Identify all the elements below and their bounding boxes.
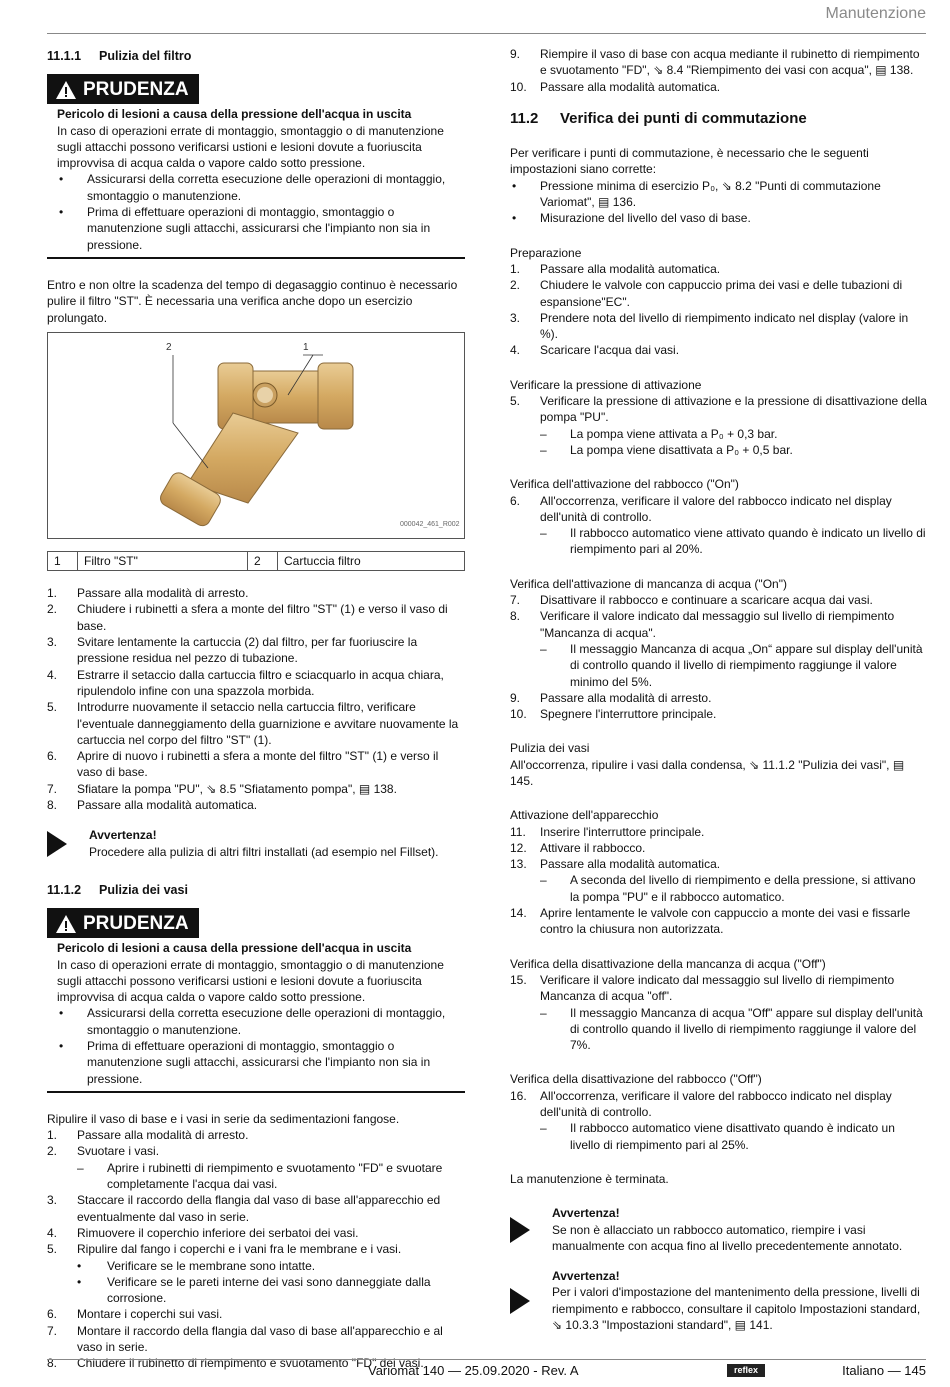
subheading: Preparazione <box>510 245 582 260</box>
list-item: 13. Passare alla modalità automatica. <box>510 857 721 872</box>
footer-page: Italiano — 145 <box>842 1363 926 1378</box>
subheading: Verifica della disattivazione della mancanza di acqua ("Off") <box>510 956 826 971</box>
header-divider <box>47 33 926 34</box>
list-item: 9. Passare alla modalità di arresto. <box>510 690 712 705</box>
subheading: Verifica dell'attivazione di mancanza di acqua ("On") <box>510 576 787 591</box>
warning-triangle-icon <box>55 80 77 100</box>
sub-item: – La pompa viene attivata a P₀ + 0,3 bar. <box>540 426 778 441</box>
warning-box <box>47 940 465 1093</box>
list-item: 4. Rimuovere il coperchio inferiore dei serbatoi dei vasi. <box>47 1225 359 1240</box>
vessel-intro: Ripulire il vaso di base e i vasi in serie da sedimentazioni fangose. <box>47 1111 400 1126</box>
legend-text: Filtro "ST" <box>78 552 248 570</box>
list-item: 8. Passare alla modalità automatica. <box>47 798 258 813</box>
legend-num: 1 <box>48 552 78 570</box>
list-item: 15. Verificare il valore indicato dal messaggio sul livello di riempimento Mancanza di acqua "off". <box>510 972 895 1004</box>
figure-code: 000042_461_R002 <box>400 520 460 528</box>
section-number: 11.2 <box>510 109 539 127</box>
section-number: 11.1.2 <box>47 882 82 897</box>
legend-num: 2 <box>248 552 278 570</box>
list-item: 12. Attivare il rabbocco. <box>510 840 646 855</box>
list-item: 2. Svuotare i vasi. <box>47 1144 160 1159</box>
figure-callout-2: 2 <box>166 341 172 353</box>
check-intro: Per verificare i punti di commutazione, è necessario che le seguenti impostazioni siano corrette: <box>510 146 869 177</box>
reflex-logo: reflex <box>727 1364 765 1377</box>
list-item: 4. Scaricare l'acqua dai vasi. <box>510 343 680 358</box>
section-heading <box>510 111 928 127</box>
warning-title: Pericolo di lesioni a causa della pressione dell'acqua in uscita <box>57 107 412 122</box>
list-item: 7. Disattivare il rabbocco e continuare a scaricare acqua dai vasi. <box>510 593 873 608</box>
list-item: 1. Passare alla modalità di arresto. <box>47 586 249 601</box>
subheading: Verifica dell'attivazione del rabbocco ("On") <box>510 477 739 492</box>
note-title: Avvertenza! <box>89 828 157 843</box>
list-item: • Misurazione del livello del vaso di base. <box>512 211 751 226</box>
list-item: 2. Chiudere le valvole con cappuccio prima dei vasi e delle tubazioni di espansione"EC". <box>510 278 903 309</box>
filter-intro: Entro e non oltre la scadenza del tempo di degasaggio continuo è necessario pulire il filtro "ST". È necessaria una verifica anche dopo un esercizio prolungato. <box>47 277 458 325</box>
note-arrow-icon <box>47 827 89 860</box>
list-item: 8. Chiudere il rubinetto di riempimento e svuotamento "FD" dei vasi. <box>47 1356 424 1371</box>
warning-box <box>47 106 465 259</box>
warning-bullet: • Prima di effettuare operazioni di montaggio, smontaggio o manutenzione sugli attacchi, assicurarsi che l'impianto non sia in pressione. <box>59 205 431 252</box>
list-item: 4. Estrarre il setaccio dalla cartuccia filtro e sciacquarlo in acqua chiara, ripulendolo infine con una spazzola morbida. <box>47 667 444 698</box>
section-number: 11.1.1 <box>47 49 82 63</box>
warning-triangle-icon <box>55 914 77 934</box>
note-box <box>510 1268 928 1333</box>
left-column <box>47 46 465 1372</box>
subheading: Pulizia dei vasi <box>510 741 590 756</box>
list-item: 8. Verificare il valore indicato dal messaggio sul livello di riempimento "Mancanza di acqua". <box>510 609 895 640</box>
list-item: 11. Inserire l'interruttore principale. <box>510 824 705 839</box>
warning-badge <box>47 74 199 104</box>
legend-text: Cartuccia filtro <box>284 553 361 568</box>
list-item: 1. Passare alla modalità di arresto. <box>47 1128 249 1143</box>
list-item: 9. Riempire il vaso di base con acqua mediante il rubinetto di riempimento e svuotamento "FD", ⇘ 8.4 "Riempimento dei vasi con acqua", ▤ 138. <box>510 47 920 78</box>
sub-item: – Aprire i rubinetti di riempimento e svuotamento "FD" e svuotare completamente l'acqua dai vasi. <box>77 1160 443 1192</box>
list-item: 7. Montare il raccordo della flangia dal vaso di base all'apparecchio e al vaso in serie. <box>47 1323 443 1355</box>
list-item: • Pressione minima di esercizio P₀, ⇘ 8.2 "Punti di commutazione Variomat", ▤ 136. <box>512 178 881 210</box>
note-box <box>510 1205 928 1254</box>
section-heading <box>47 48 465 64</box>
warning-text: In caso di operazioni errate di montaggio, smontaggio o di manutenzione sugli attacchi possono verificarsi ustioni e lesioni dovute a fuoriuscita improvvisa di acqua calda o vapore caldo sotto pressione. <box>57 957 444 1005</box>
filter-drawing <box>48 333 464 536</box>
list-item: 5. Verificare la pressione di attivazione e la pressione di disattivazione della pompa "PU". <box>510 394 927 425</box>
note-arrow-icon <box>510 1205 552 1254</box>
list-item: 5. Introdurre nuovamente il setaccio nella cartuccia filtro, verificare l'eventuale danneggiamento della guarnizione e avvitare nuovamente la cartuccia nel corpo del filtro "ST" (1). <box>47 700 459 747</box>
sub-item: • Verificare se le membrane sono intatte. <box>77 1258 316 1273</box>
note-title: Avvertenza! <box>552 1269 620 1284</box>
list-item: 6. All'occorrenza, verificare il valore del rabbocco indicato nel display dell'unità di controllo. <box>510 493 892 524</box>
warning-badge <box>47 908 199 938</box>
end-text: La manutenzione è terminata. <box>510 1171 669 1186</box>
list-item: 14. Aprire lentamente le valvole con cappuccio a monte dei vasi e fissarle contro la chiusura non autorizzata. <box>510 906 911 937</box>
footer-divider <box>47 1359 926 1360</box>
list-item: 10. Passare alla modalità automatica. <box>510 79 721 94</box>
list-item: 2. Chiudere i rubinetti a sfera a monte del filtro "ST" (1) e verso il vaso di base. <box>47 602 448 633</box>
sub-item: • Verificare se le pareti interne dei vasi sono danneggiate dalla corrosione. <box>77 1274 431 1306</box>
sub-item: – Il rabbocco automatico viene attivato quando è indicato un livello di riempimento pari al 20%. <box>540 526 926 557</box>
warning-bullet: • Prima di effettuare operazioni di montaggio, smontaggio o manutenzione sugli attacchi, assicurarsi che l'impianto non sia in pressione. <box>59 1038 431 1086</box>
subheading: Attivazione dell'apparecchio <box>510 808 659 823</box>
list-item: 6. Montare i coperchi sui vasi. <box>47 1307 223 1322</box>
header-section-title: Manutenzione <box>825 5 926 22</box>
filter-steps <box>47 585 465 813</box>
warning-badge-label: PRUDENZA <box>83 913 189 935</box>
note-box <box>47 827 465 860</box>
sub-item: – Il messaggio Mancanza di acqua „On“ appare sul display dell'unità di controllo quando il livello di riempimento raggiunge il valore minimo del 5%. <box>540 641 923 689</box>
paragraph: All'occorrenza, ripulire i vasi dalla condensa, ⇘ 11.1.2 "Pulizia dei vasi", ▤ 145. <box>510 757 905 788</box>
section-title: Pulizia del filtro <box>99 49 192 63</box>
note-title: Avvertenza! <box>552 1206 620 1221</box>
section-heading <box>47 882 465 898</box>
section-title: Pulizia dei vasi <box>99 882 188 897</box>
list-item: 16. All'occorrenza, verificare il valore del rabbocco indicato nel display dell'unità di controllo. <box>510 1088 892 1120</box>
figure-callout-1: 1 <box>303 341 309 353</box>
footer-document: Variomat 140 — 25.09.2020 - Rev. A <box>368 1363 579 1378</box>
sub-item: – La pompa viene disattivata a P₀ + 0,5 bar. <box>540 442 793 457</box>
list-item: 6. Aprire di nuovo i rubinetti a sfera a monte del filtro "ST" (1) e verso il vaso di base. <box>47 749 439 780</box>
sub-item: – Il rabbocco automatico viene disattivato quando è indicato un livello di riempimento pari al 25%. <box>540 1121 895 1152</box>
note-text: Se non è allacciato un rabbocco automatico, riempire i vasi manualmente con acqua fino al livello precedentemente annotato. <box>552 1222 903 1253</box>
warning-title: Pericolo di lesioni a causa della pressione dell'acqua in uscita <box>57 941 412 956</box>
list-item: 10. Spegnere l'interruttore principale. <box>510 707 717 722</box>
note-arrow-icon <box>510 1268 552 1333</box>
list-item: 3. Staccare il raccordo della flangia dal vaso di base all'apparecchio ed eventualmente dal vaso in serie. <box>47 1193 441 1224</box>
note-text: Procedere alla pulizia di altri filtri installati (ad esempio nel Fillset). <box>89 844 439 859</box>
right-column <box>510 46 928 1345</box>
list-item: 3. Prendere nota del livello di riempimento indicato nel display (valore in %). <box>510 310 909 342</box>
list-item: 1. Passare alla modalità automatica. <box>510 261 721 276</box>
subheading: Verificare la pressione di attivazione <box>510 377 702 392</box>
warning-badge-label: PRUDENZA <box>83 79 189 101</box>
warning-bullet: • Assicurarsi della corretta esecuzione delle operazioni di montaggio, smontaggio o manutenzione. <box>59 172 446 203</box>
warning-text: In caso di operazioni errate di montaggio, smontaggio o di manutenzione sugli attacchi possono verificarsi ustioni e lesioni dovute a fuoriuscita improvvisa di acqua calda o vapore caldo sotto pressione. <box>57 123 444 171</box>
list-item: 3. Svitare lentamente la cartuccia (2) dal filtro, per far fuoriuscire la pressione residua nel pezzo di tubazione. <box>47 635 418 666</box>
list-item: 5. Ripulire dal fango i coperchi e i vani fra le membrane e i vasi. <box>47 1242 402 1257</box>
note-text: Per i valori d'impostazione del mantenimento della pressione, livelli di riempimento e rabbocco, consultare il capitolo Impostazioni standard, ⇘ 10.3.3 "Impostazioni standard", ▤ 141. <box>552 1285 921 1332</box>
list-item: 7. Sfiatare la pompa "PU", ⇘ 8.5 "Sfiatamento pompa", ▤ 138. <box>47 781 397 796</box>
warning-bullet: • Assicurarsi della corretta esecuzione delle operazioni di montaggio, smontaggio o manutenzione. <box>59 1006 446 1037</box>
section-title: Verifica dei punti di commutazione <box>560 109 807 127</box>
sub-item: – A seconda del livello di riempimento e della pressione, si attivano la pompa "PU" e il rabbocco automatico. <box>540 873 916 904</box>
subheading: Verifica della disattivazione del rabbocco ("Off") <box>510 1072 762 1087</box>
sub-item: – Il messaggio Mancanza di acqua "Off" appare sul display dell'unità di controllo quando il livello di riempimento raggiunge il valore del 7%. <box>540 1005 923 1053</box>
filter-figure <box>47 332 465 539</box>
figure-legend <box>47 551 465 571</box>
